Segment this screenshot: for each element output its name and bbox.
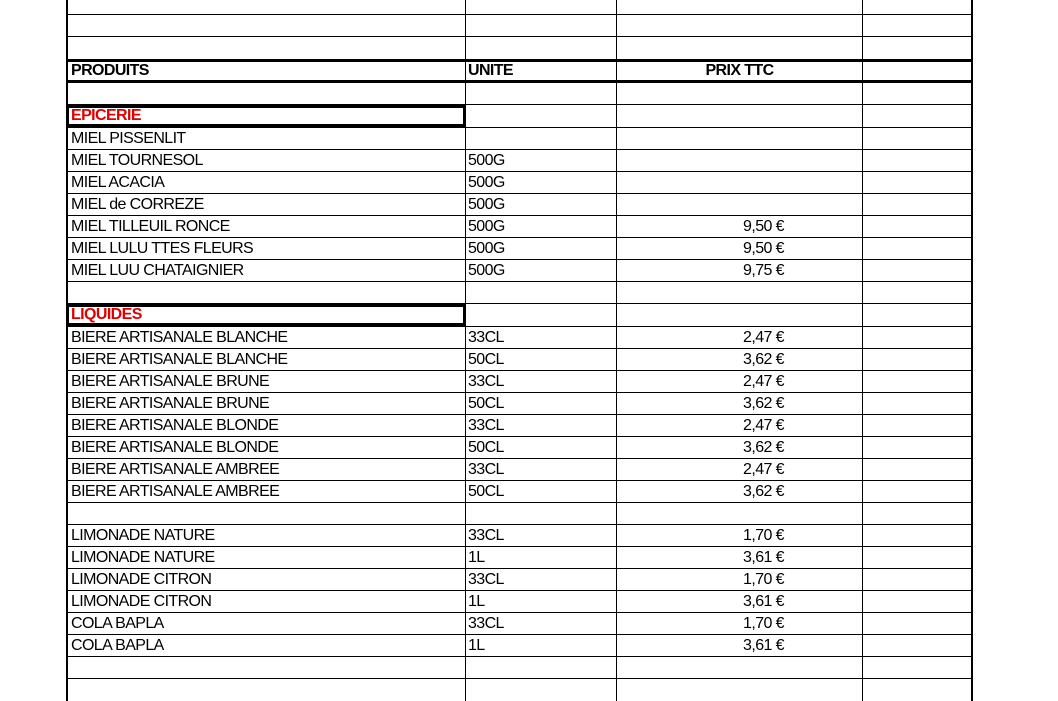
price-value: 2,47 € [743,373,784,390]
price-cell [617,415,863,436]
blank-row [66,503,973,525]
price-cell [617,349,863,370]
price-cell [617,150,863,171]
unit-cell [466,128,617,149]
blank-row [66,679,973,701]
header-unite: UNITE [466,62,617,80]
sodas-list [66,525,973,657]
unit-cell: 1L [466,635,617,656]
unit-cell: 33CL [466,415,617,436]
table-row [66,238,973,260]
table-row [66,547,973,569]
product-name-cell: BIERE ARTISANALE BLONDE [66,437,466,458]
product-name-cell: LIMONADE NATURE [66,547,466,568]
table-row [66,415,973,437]
table-row [66,216,973,238]
price-cell [617,481,863,502]
bieres-list [66,327,973,503]
price-value: 1,70 € [743,615,784,632]
product-name-cell: COLA BAPLA [66,635,466,656]
price-value: 9,50 € [743,240,784,257]
unit-cell: 33CL [466,371,617,392]
table-row [66,172,973,194]
section-label-epicerie: EPICERIE [66,105,466,127]
unit-cell: 33CL [466,525,617,546]
price-cell [617,216,863,237]
product-name-cell: MIEL TILLEUIL RONCE [66,216,466,237]
price-cell [617,547,863,568]
product-name-cell: MIEL de CORREZE [66,194,466,215]
price-value: 9,50 € [743,218,784,235]
product-name-cell: MIEL LUU CHATAIGNIER [66,260,466,281]
unit-cell: 33CL [466,613,617,634]
price-cell [617,635,863,656]
blank-row [66,657,973,679]
table-row [66,481,973,503]
product-name-cell: COLA BAPLA [66,613,466,634]
table-row [66,260,973,282]
section-label-liquides: LIQUIDES [66,304,466,326]
product-name-cell: LIMONADE CITRON [66,591,466,612]
table-row [66,327,973,349]
price-value: 3,62 € [743,483,784,500]
product-name-cell: BIERE ARTISANALE BLONDE [66,415,466,436]
unit-cell: 500G [466,216,617,237]
price-value: 1,70 € [743,527,784,544]
unit-cell: 500G [466,260,617,281]
section-row-liquides [66,304,973,327]
price-value: 9,75 € [743,262,784,279]
epicerie-list [66,128,973,282]
price-value: 3,61 € [743,637,784,654]
price-value: 3,62 € [743,439,784,456]
product-name-cell: BIERE ARTISANALE BLANCHE [66,349,466,370]
price-value: 3,62 € [743,351,784,368]
price-cell [617,591,863,612]
unit-cell: 500G [466,238,617,259]
price-cell [617,569,863,590]
table-row [66,635,973,657]
price-cell [617,393,863,414]
unit-cell: 500G [466,194,617,215]
table-row [66,459,973,481]
table-row [66,437,973,459]
product-name-cell: BIERE ARTISANALE AMBREE [66,481,466,502]
blank-row [66,83,973,105]
price-cell [617,525,863,546]
price-value: 3,62 € [743,395,784,412]
unit-cell: 50CL [466,349,617,370]
header-produits: PRODUITS [66,62,466,80]
table-row [66,613,973,635]
table-row [66,349,973,371]
product-name-cell: MIEL PISSENLIT [66,128,466,149]
unit-cell: 1L [466,591,617,612]
unit-cell: 1L [466,547,617,568]
unit-cell: 33CL [466,459,617,480]
section-row-epicerie [66,105,973,128]
unit-cell: 50CL [466,437,617,458]
unit-cell: 500G [466,172,617,193]
product-name-cell: BIERE ARTISANALE BRUNE [66,393,466,414]
price-cell [617,459,863,480]
price-cell [617,613,863,634]
price-cell [617,172,863,193]
price-value: 2,47 € [743,329,784,346]
price-cell [617,194,863,215]
unit-cell: 33CL [466,569,617,590]
blank-row [66,15,973,37]
table-row [66,150,973,172]
product-name-cell: LIMONADE NATURE [66,525,466,546]
blank-row [66,0,973,15]
table-row [66,128,973,150]
product-name-cell: BIERE ARTISANALE AMBREE [66,459,466,480]
table-row [66,591,973,613]
unit-cell: 33CL [466,327,617,348]
unit-cell: 50CL [466,481,617,502]
table-row [66,569,973,591]
table-row [66,371,973,393]
table-row [66,393,973,415]
price-value: 3,61 € [743,549,784,566]
price-list-sheet [66,0,973,701]
product-name-cell: LIMONADE CITRON [66,569,466,590]
price-value: 2,47 € [743,461,784,478]
price-value: 2,47 € [743,417,784,434]
price-cell [617,128,863,149]
table-header [66,59,973,83]
product-name-cell: BIERE ARTISANALE BRUNE [66,371,466,392]
blank-row [66,282,973,304]
price-value: 3,61 € [743,593,784,610]
product-name-cell: MIEL LULU TTES FLEURS [66,238,466,259]
blank-row [66,37,973,59]
unit-cell: 50CL [466,393,617,414]
table-row [66,194,973,216]
price-cell [617,238,863,259]
unit-cell: 500G [466,150,617,171]
header-prix: PRIX TTC [617,62,863,80]
price-cell [617,437,863,458]
price-cell [617,260,863,281]
price-cell [617,371,863,392]
table-row [66,525,973,547]
product-name-cell: MIEL ACACIA [66,172,466,193]
price-cell [617,327,863,348]
product-name-cell: BIERE ARTISANALE BLANCHE [66,327,466,348]
price-value: 1,70 € [743,571,784,588]
product-name-cell: MIEL TOURNESOL [66,150,466,171]
